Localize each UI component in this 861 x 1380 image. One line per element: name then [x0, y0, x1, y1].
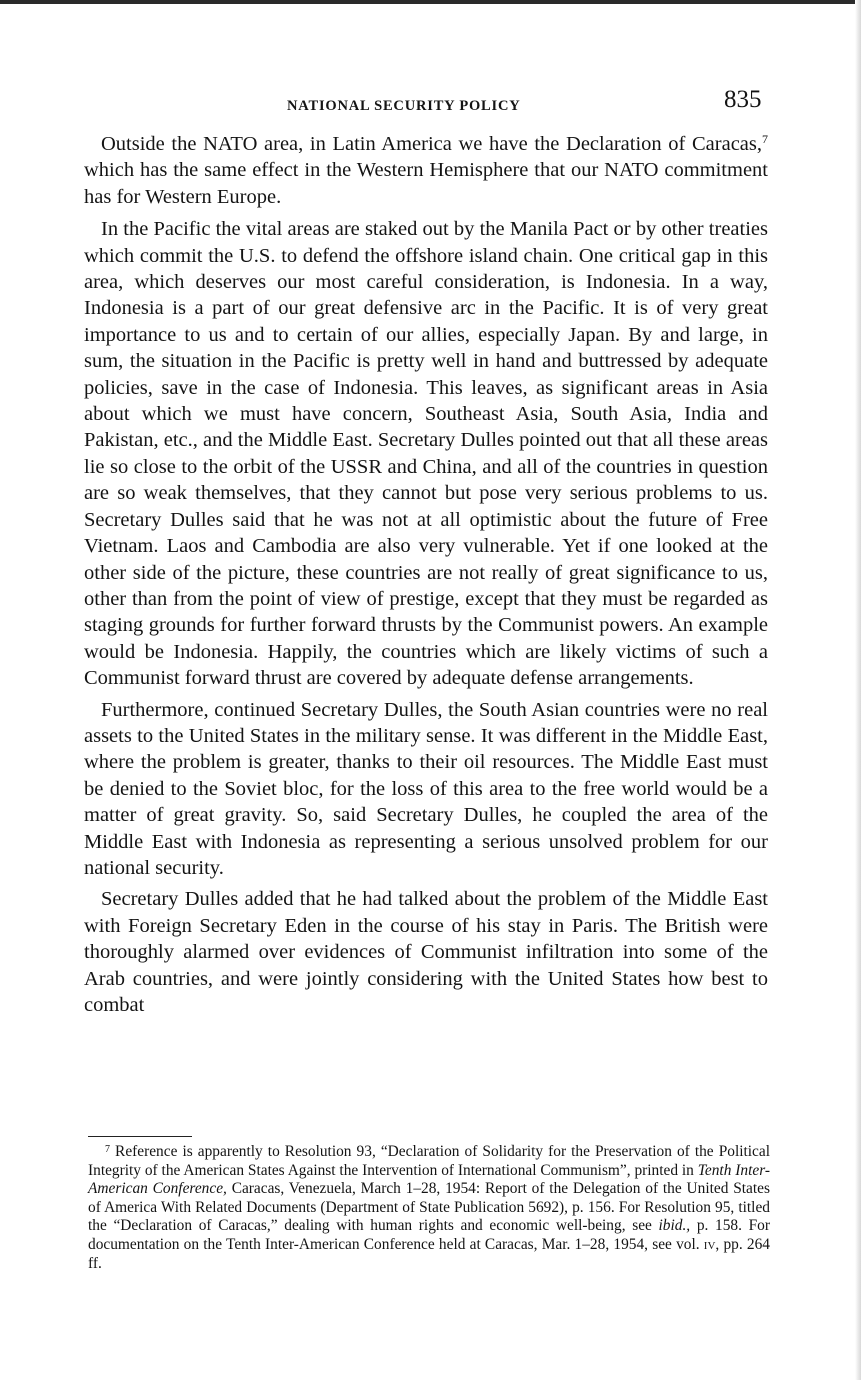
paragraph-1-text-before-ref: Outside the NATO area, in Latin America we have the Declaration of Caracas,	[101, 133, 762, 155]
footnote-text-3: p. 158. For documentation on the Tenth Inter-American Conference held at Caracas, Mar. 1–28, 1954, see vol.	[88, 1217, 770, 1253]
page-top-border	[0, 0, 861, 4]
footnote-reference: 7	[762, 132, 768, 146]
footnote-separator	[88, 1136, 192, 1137]
page-number: 835	[724, 86, 762, 113]
paragraph-4: Secretary Dulles added that he had talked about the problem of the Middle East with Foreign Secretary Eden in the course of his stay in Paris. The British were thoroughly alarmed over evidences of Communist infiltration into some of the Arab countries, and were jointly considering with the United States how best to combat	[84, 888, 768, 1016]
footnote-7	[88, 1141, 770, 1273]
footnote-text-2: Caracas, Venezuela, March 1–28, 1954: Report of the Delegation of the United States of America With Related Documents (Department of State Publication 5692), p. 156. For Resolution 95, titled the “Declaration of Caracas,” dealing with human rights and economic well-being, see	[88, 1180, 770, 1235]
main-text	[84, 131, 768, 1018]
footnote-italic-ibid: ibid.,	[658, 1217, 691, 1235]
footnote-volume: iv	[703, 1235, 716, 1253]
footnote-text-4: , pp. 264 ff.	[88, 1235, 770, 1272]
footnote-text-1: Reference is apparently to Resolution 93, “Declaration of Solidarity for the Preservation of the Political Integrity of the American States Against the Intervention of International Communism”, printed in	[88, 1143, 770, 1179]
running-title: NATIONAL SECURITY POLICY	[287, 98, 521, 114]
paragraph-1	[84, 131, 768, 210]
footnote-italic-title: Tenth Inter-American Conference,	[88, 1161, 770, 1198]
paragraph-2: In the Pacific the vital areas are staked out by the Manila Pact or by other treaties which commit the U.S. to defend the offshore island chain. One critical gap in this area, which deserves our most careful consideration, is Indonesia. In a way, Indonesia is a part of our great defensive arc in the Pacific. It is of very great importance to us and to certain of our allies, especially Japan. By and large, in sum, the situation in the Pacific is pretty well in hand and buttressed by adequate policies, save in the case of Indonesia. This leaves, as significant areas in Asia about which we must have concern, Southeast Asia, South Asia, India and Pakistan, etc., and the Middle East. Secretary Dulles pointed out that all these areas lie so close to the orbit of the USSR and China, and all of the countries in question are so weak themselves, that they cannot but pose very serious problems to us. Secretary Dulles said that he was not at all optimistic about the future of Free Vietnam. Laos and Cambodia are also very vulnerable. Yet if one looked at the other side of the picture, these countries are not really of great significance to us, other than from the point of view of prestige, except that they must be regarded as staging grounds for further forward thrusts by the Communist powers. An example would be Indonesia. Happily, the countries which are likely victims of such a Communist forward thrust are covered by adequate defense arrangements.	[84, 218, 768, 690]
paragraph-3: Furthermore, continued Secretary Dulles, the South Asian countries were no real assets to the United States in the military sense. It was different in the Middle East, where the problem is greater, thanks to their oil resources. The Middle East must be denied to the Soviet bloc, for the loss of this area to the free world would be a matter of great gravity. So, said Secretary Dulles, he coupled the area of the Middle East with Indonesia as representing a serious unsolved problem for our national security.	[84, 698, 768, 879]
paragraph-1-text-after-ref: which has the same effect in the Western Hemisphere that our NATO commitment has for Western Europe.	[84, 159, 768, 208]
footnote-number: 7	[105, 1144, 110, 1155]
page-right-edge-shadow	[855, 0, 861, 1380]
